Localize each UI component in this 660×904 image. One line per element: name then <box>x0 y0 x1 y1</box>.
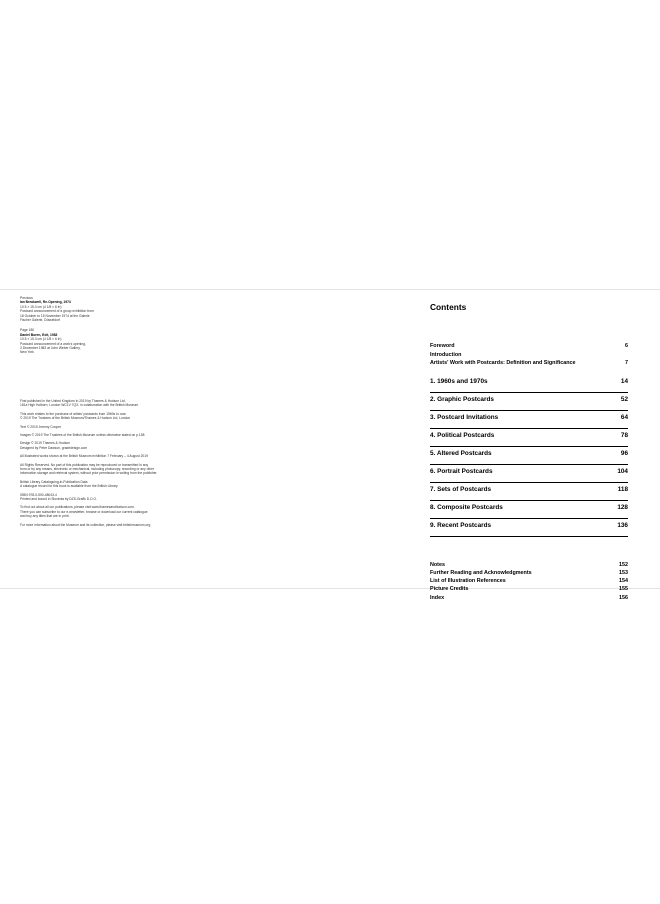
imprint-line: To find out about all our publications, please visit www.thamesandhudson.com. <box>20 505 135 510</box>
entry-page-number: 153 <box>619 569 628 576</box>
entry-page-number: 128 <box>617 503 628 511</box>
imprint-line: First published in the United Kingdom in 2019 by Thames & Hudson Ltd, <box>20 398 126 403</box>
back-matter-entry <box>430 585 628 593</box>
entry-title: 8. Composite Postcards <box>430 503 503 511</box>
caption-title: Daniel Buren, Exit, 1983 <box>20 332 58 337</box>
caption-line: 10.5 × 15.3 cm (4 1/8 × 6 in) <box>20 337 62 342</box>
caption-ref: Page 180 <box>20 328 35 333</box>
chapter-list <box>430 378 628 537</box>
entry-title: 1. 1960s and 1970s <box>430 377 488 385</box>
entry-page-number: 7 <box>625 360 628 367</box>
imprint-line: For more information about the Museum and its collection, please visit britishmuseum.org <box>20 522 151 527</box>
chapter-entry <box>430 450 628 465</box>
imprint-line: 181a High Holborn, London WC1V 7QX, in collaboration with the British Museum <box>20 403 139 408</box>
chapter-entry <box>430 414 628 429</box>
chapter-entry <box>430 432 628 447</box>
caption-line: New York <box>20 350 34 355</box>
entry-page-number: 155 <box>619 586 628 593</box>
entry-title: 2. Graphic Postcards <box>430 395 494 403</box>
imprint-line: Text © 2019 Jeremy Cooper <box>20 424 62 429</box>
caption-title: Ian Breakwell, Re-Opening, 1974 <box>20 300 71 305</box>
entry-title: Notes <box>430 561 445 568</box>
entry-title: List of Illustration References <box>430 578 506 585</box>
imprint <box>20 399 300 527</box>
entry-page-number: 78 <box>620 431 628 439</box>
imprint-line: British Library Cataloguing-in-Publication Data <box>20 479 88 484</box>
chapter-entry <box>430 504 628 519</box>
copyright-page <box>20 296 300 527</box>
front-matter-entry <box>430 359 628 368</box>
chapter-entry <box>430 486 628 501</box>
caption-line: 3 December 1983 at John Weber Gallery, <box>20 346 81 351</box>
page-title: Contents <box>430 302 467 312</box>
imprint-line: There you can subscribe to our e-newsletter, browse or download our current catalogue <box>20 509 148 514</box>
entry-page-number: 104 <box>617 467 628 475</box>
imprint-line: All illustrated works shown at the British Museum exhibition 7 February – 4 August 2019 <box>20 454 148 459</box>
chapter-entry <box>430 468 628 483</box>
chapter-entry <box>430 522 628 537</box>
front-matter-entry <box>430 342 628 351</box>
entry-title: 3. Postcard Invitations <box>430 413 499 421</box>
caption-lines <box>20 337 300 355</box>
chapter-entry <box>430 378 628 393</box>
imprint-line: form or by any means, electronic or mechanical, including photocopy, recording or any other <box>20 466 155 471</box>
entry-title: Further Reading and Acknowledgments <box>430 569 532 576</box>
caption-line: Postcard announcement of a work's opening, <box>20 341 86 346</box>
caption-ref: Previous <box>20 296 33 300</box>
back-matter-entry <box>430 569 628 577</box>
imprint-line: information storage and retrieval system, without prior permission in writing from the publisher. <box>20 471 158 476</box>
entry-page-number: 52 <box>620 395 628 403</box>
imprint-line: Design © 2019 Thames & Hudson <box>20 441 71 446</box>
front-matter-list <box>430 342 628 368</box>
entry-page-number: 64 <box>620 413 628 421</box>
entry-title: 4. Political Postcards <box>430 431 495 439</box>
caption-lines <box>20 305 300 323</box>
entry-page-number: 152 <box>619 561 628 568</box>
entry-title: Picture Credits <box>430 586 469 593</box>
entry-title: Artists' Work with Postcards: Definition and Significance <box>430 360 576 367</box>
entry-title: 9. Recent Postcards <box>430 521 492 529</box>
entry-title: 6. Portrait Postcards <box>430 467 493 475</box>
entry-title: 5. Altered Postcards <box>430 449 492 457</box>
entry-page-number: 136 <box>617 521 628 529</box>
entry-page-number: 118 <box>617 485 628 493</box>
imprint-line: This work relates to the purchase of artists' postcards from 1960s to now <box>20 411 126 416</box>
caption-line: Postcard announcement of a group exhibition from <box>20 309 94 314</box>
back-matter-entry <box>430 594 628 602</box>
entry-page-number: 14 <box>620 377 628 385</box>
entry-title: Index <box>430 594 445 601</box>
entry-page-number: 154 <box>619 578 628 585</box>
caption-line: Fischer Galerie, Düsseldorf <box>20 318 60 323</box>
imprint-line: and buy any titles that are in print. <box>20 514 70 519</box>
imprint-line: Designed by Peter Dawson, gradedesign.com <box>20 445 88 450</box>
imprint-line: Images © 2019 The Trustees of the British Museum unless otherwise stated on p.158 <box>20 432 145 437</box>
caption-line: 18 October to 15 November 1974 at the Galerie <box>20 313 90 318</box>
imprint-line: © 2019 The Trustees of the British Museum/Thames & Hudson Ltd, London <box>20 416 131 421</box>
back-matter-entry <box>430 577 628 585</box>
entry-title: 7. Sets of Postcards <box>430 485 492 493</box>
imprint-line: A catalogue record for this book is available from the British Library <box>20 484 118 489</box>
imprint-line: ISBN 978-0-500-48043-4 <box>20 492 57 497</box>
caption-line: 10.5 × 15.3 cm (4 1/8 × 6 in) <box>20 304 62 309</box>
contents-page <box>430 302 628 602</box>
entry-page-number: 96 <box>620 449 628 457</box>
back-matter-entry <box>430 561 628 569</box>
chapter-entry <box>430 396 628 411</box>
entry-page-number: 156 <box>619 594 628 601</box>
imprint-line: All Rights Reserved. No part of this publication may be reproduced or transmitted in any <box>20 462 149 467</box>
imprint-line: Printed and bound in Slovenia by DZS-Grafik D.O.O. <box>20 496 97 501</box>
entry-title: Introduction <box>430 351 462 358</box>
back-matter-list <box>430 561 628 602</box>
entry-page-number: 6 <box>625 343 628 349</box>
entry-title: Foreword <box>430 343 455 349</box>
front-matter-entry <box>430 351 628 360</box>
